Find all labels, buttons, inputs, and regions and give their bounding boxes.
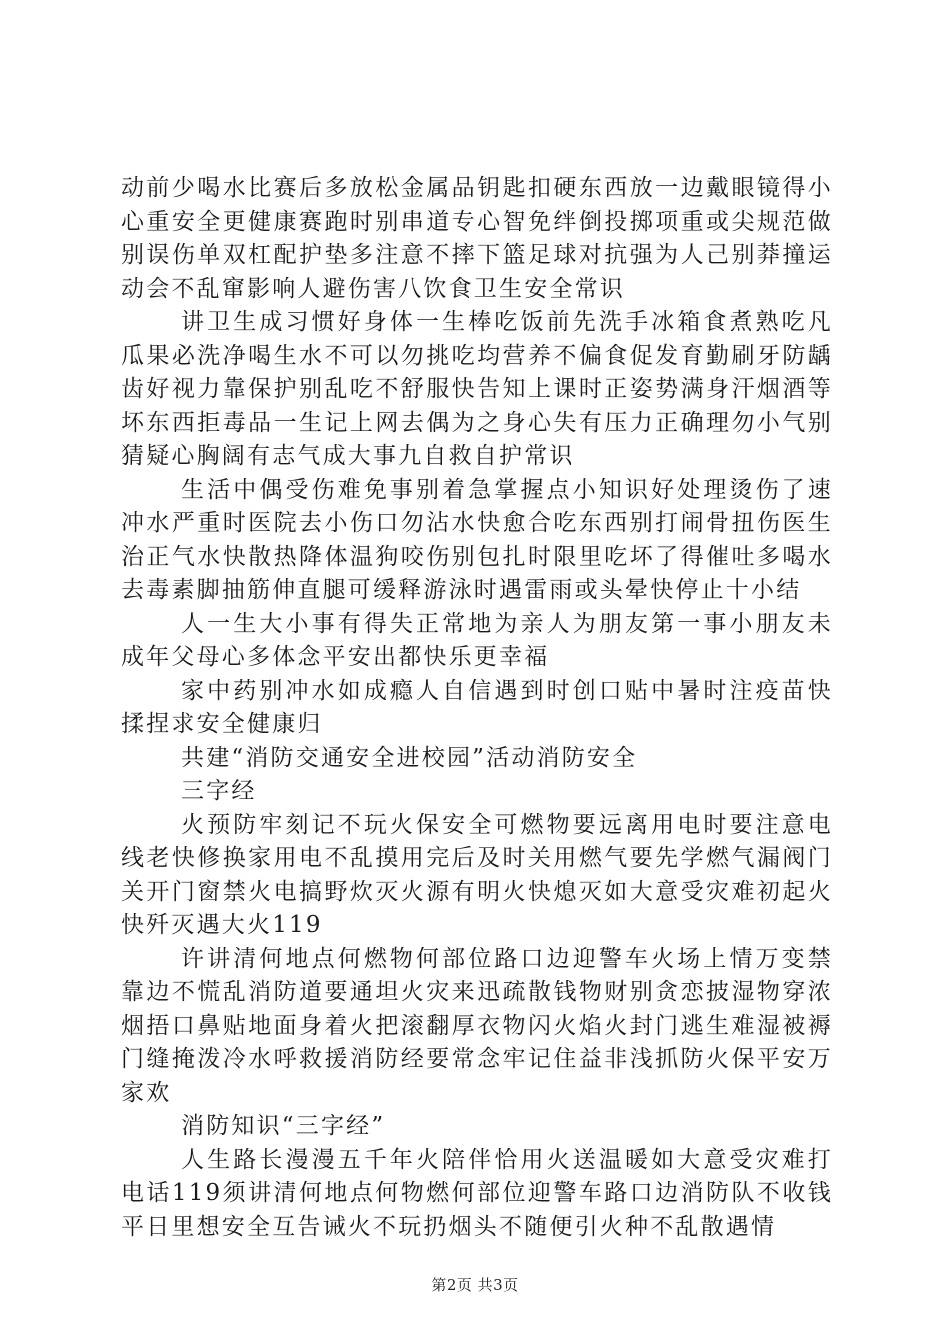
paragraph-1: 动前少喝水比赛后多放松金属品钥匙扣硬东西放一边戴眼镜得小心重安全更健康赛跑时别串道专心智免绊倒投掷项重或尖规范做别误伤单双杠配护垫多注意不摔下篮足球对抗强为人己别莽撞运动会不乱窜影响人避伤害八饮食卫生安全常识	[121, 175, 833, 302]
paragraph-9: 许讲清何地点何燃物何部位路口边迎警车火场上情万变禁靠边不慌乱消防道要通坦火灾来迅疏散钱物财别贪恋披湿物穿浓烟捂口鼻贴地面身着火把滚翻厚衣物闪火焰火封门逃生难湿被褥门缝掩泼冷水呼救援消防经要常念牢记住益非浅抓防火保平安万家欢	[121, 945, 833, 1106]
paragraph-2: 讲卫生成习惯好身体一生棒吃饭前先洗手冰箱食煮熟吃凡瓜果必洗净喝生水不可以勿挑吃均营养不偏食促发育勤刷牙防龋齿好视力靠保护别乱吃不舒服快告知上课时正姿势满身汗烟酒等坏东西拒毒品一生记上网去偶为之身心失有压力正确理勿小气别猜疑心胸阔有志气成大事九自救自护常识	[121, 309, 833, 469]
paragraph-6: 共建“消防交通安全进校园”活动消防安全	[181, 744, 638, 771]
paragraph-3: 生活中偶受伤难免事别着急掌握点小知识好处理烫伤了速冲水严重时医院去小伤口勿沾水快愈合吃东西别打闹骨扭伤医生治正气水快散热降体温狗咬伤别包扎时限里吃坏了得催吐多喝水去毒素脚抽筋伸直腿可缓释游泳时遇雷雨或头晕快停止十小结	[121, 476, 833, 603]
document-body	[121, 172, 833, 1244]
paragraph-5: 家中药别冲水如成瘾人自信遇到时创口贴中暑时注疫苗快揉捏求安全健康归	[121, 677, 833, 737]
paragraph-4: 人一生大小事有得失正常地为亲人为朋友第一事小朋友未成年父母心多体念平安出都快乐更幸福	[121, 610, 833, 670]
paragraph-8: 火预防牢刻记不玩火保安全可燃物要远离用电时要注意电线老快修换家用电不乱摸用完后及时关用燃气要先学燃气漏阀门关开门窗禁火电搞野炊灭火源有明火快熄灭如大意受灾难初起火快歼灭遇大火119	[121, 811, 833, 938]
paragraph-7: 三字经	[181, 778, 257, 804]
paragraph-11: 人生路长漫漫五千年火陪伴恰用火送温暖如大意受灾难打电话119须讲清何地点何物燃何部位迎警车路口边消防队不收钱平日里想安全互告诫火不玩扔烟头不随便引火种不乱散遇情	[121, 1146, 833, 1240]
page-number-footer: 第2页 共3页	[431, 1276, 519, 1294]
paragraph-10: 消防知识“三字经”	[181, 1113, 386, 1139]
